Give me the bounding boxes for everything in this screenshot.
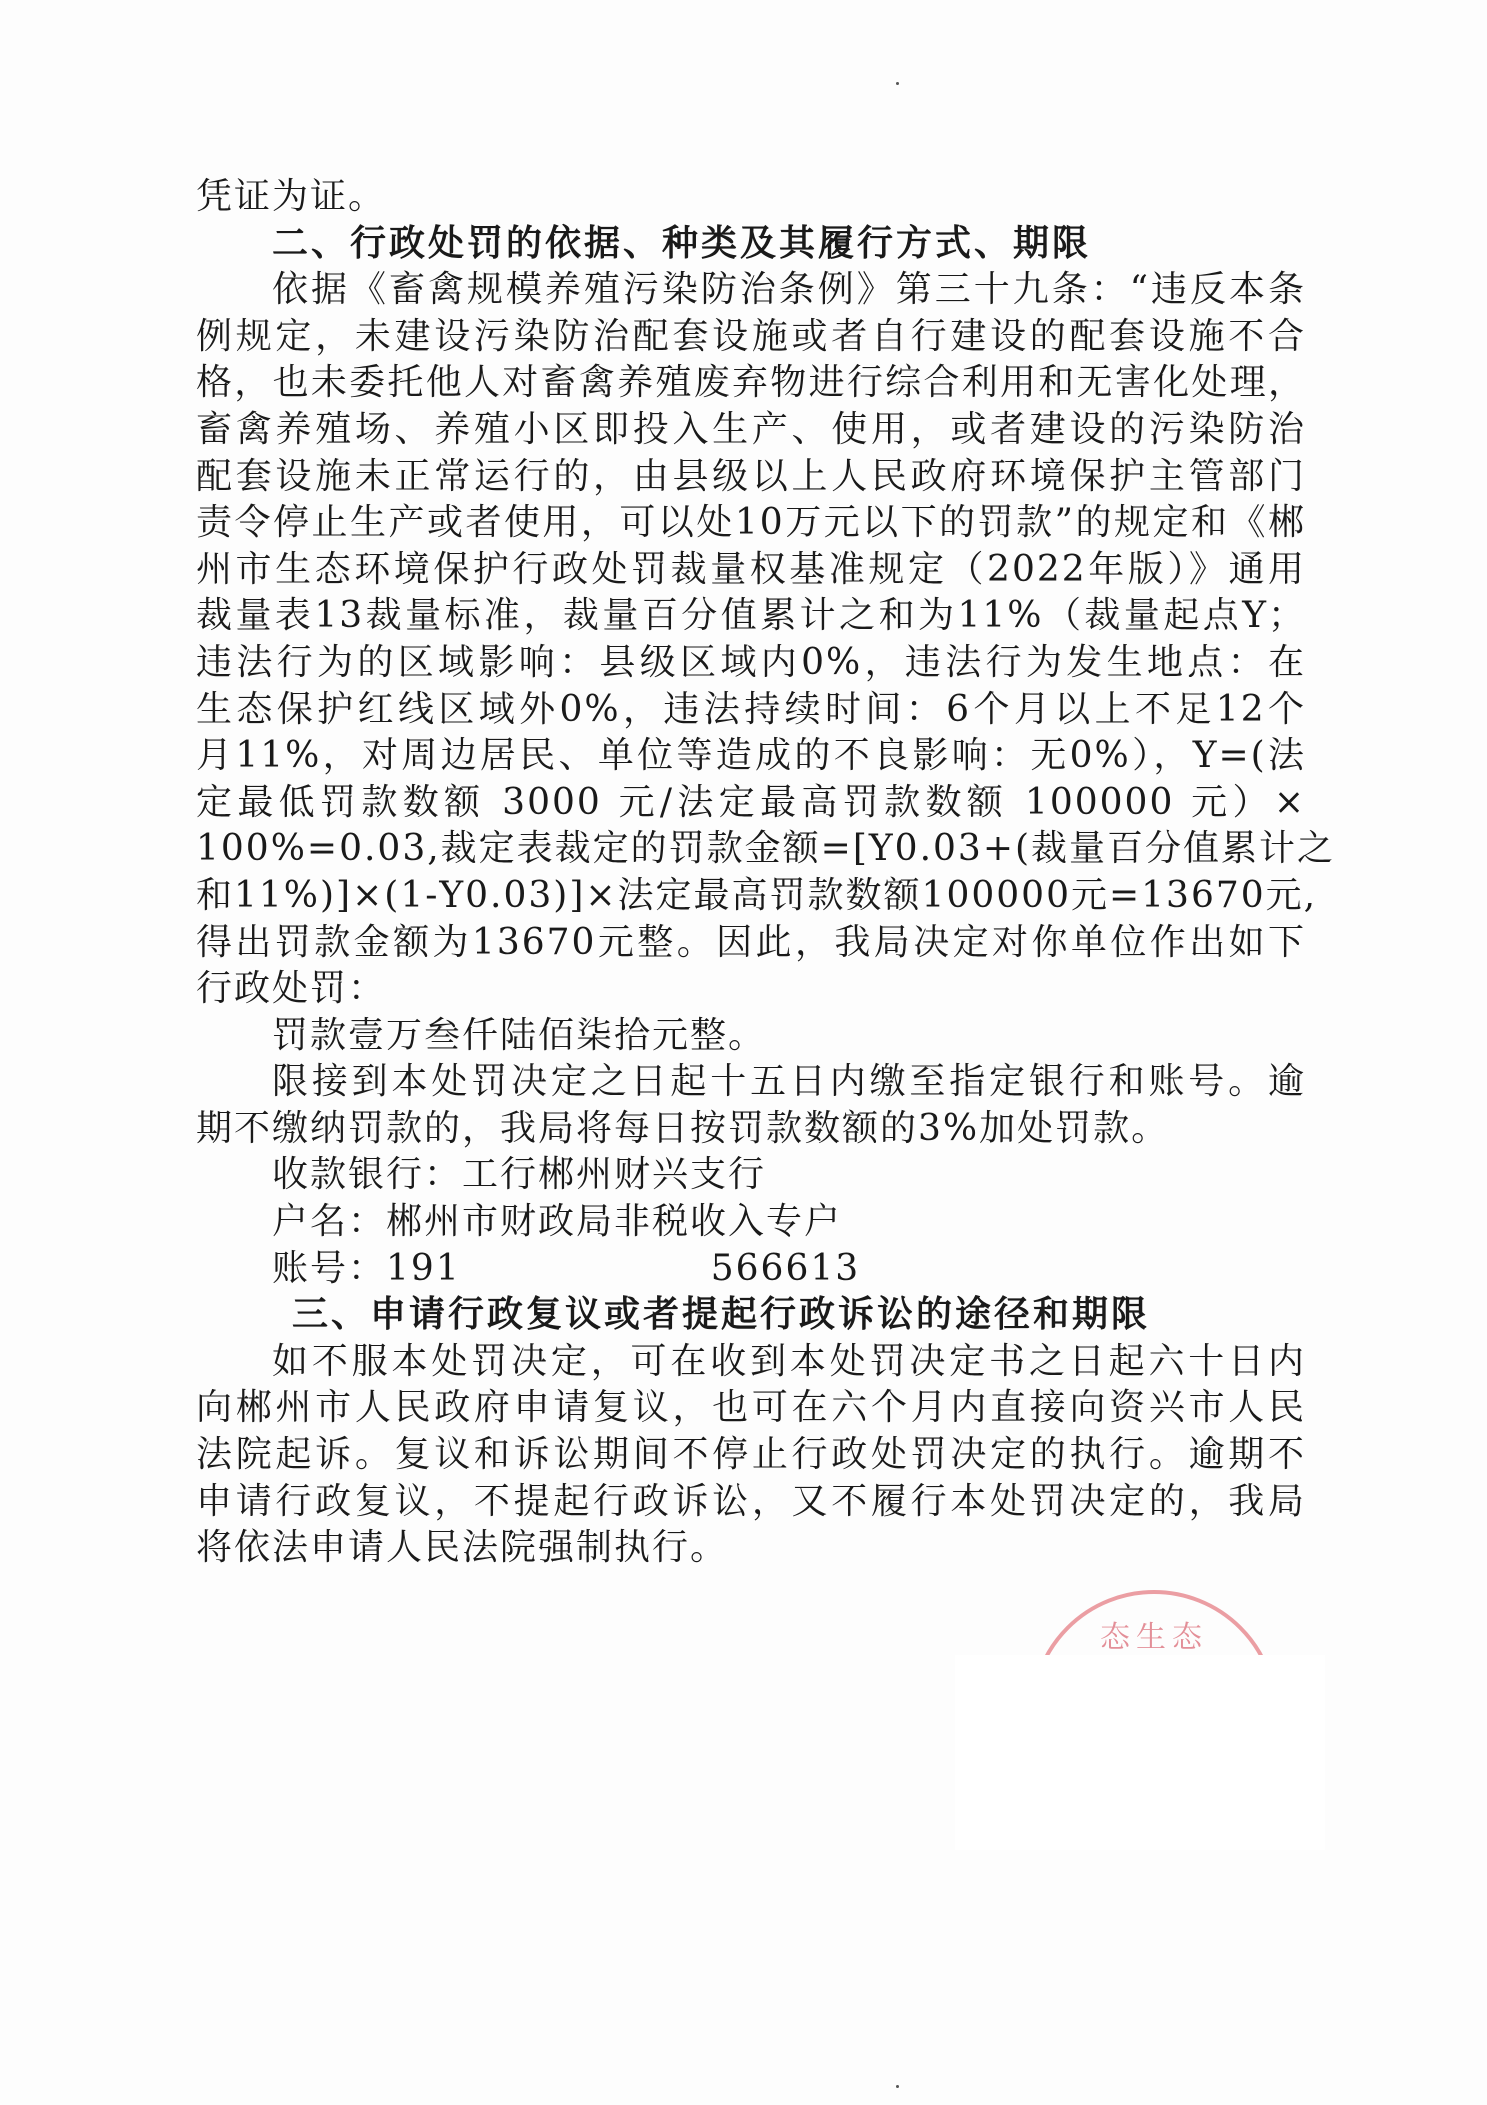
section-heading: 二、行政处罚的依据、种类及其履行方式、期限 (272, 222, 1092, 264)
text-line: 配套设施未正常运行的，由县级以上人民政府环境保护主管部门 (196, 455, 1306, 497)
section-heading: 三、申请行政复议或者提起行政诉讼的途径和期限 (292, 1294, 1151, 1336)
text-line: 格，也未委托他人对畜禽养殖废弃物进行综合利用和无害化处理， (196, 362, 1306, 404)
text-line: 期不缴纳罚款的，我局将每日按罚款数额的3%加处罚款。 (196, 1107, 1170, 1149)
text-line: 违法行为的区域影响：县级区域内0%，违法行为发生地点：在 (196, 641, 1306, 683)
text-line: 州市生态环境保护行政处罚裁量权基准规定（2022年版）》通用 (196, 548, 1306, 590)
text-line: 申请行政复议，不提起行政诉讼，又不履行本处罚决定的，我局 (196, 1480, 1306, 1522)
account-line (196, 1246, 1306, 1293)
text-line: 畜禽养殖场、养殖小区即投入生产、使用，或者建设的污染防治 (196, 408, 1306, 450)
text-line: 凭证为证。 (196, 176, 387, 217)
text-line: 得出罚款金额为13670元整。因此，我局决定对你单位作出如下 (196, 921, 1306, 963)
text-line: 生态保护红线区域外0%，违法持续时间：6个月以上不足12个 (196, 688, 1306, 730)
text-line: 裁量表13裁量标准，裁量百分值累计之和为11%（裁量起点Y； (196, 595, 1306, 637)
text-line: 向郴州市人民政府申请复议，也可在六个月内直接向资兴市人民 (196, 1387, 1306, 1429)
account-number-prefix: 191 (386, 1247, 461, 1289)
document-body (196, 174, 1336, 1572)
scan-dot-bottom (896, 2085, 899, 2088)
text-line: 和11%)]×(1-Y0.03)]×法定最高罚款数额100000元=13670元, (196, 874, 1318, 916)
text-line: 收款银行：工行郴州财兴支行 (272, 1154, 767, 1196)
text-line: 定最低罚款数额 3000 元/法定最高罚款数额 100000 元）× (196, 781, 1306, 823)
account-label: 账号： (272, 1247, 387, 1289)
text-line: 法院起诉。复议和诉讼期间不停止行政处罚决定的执行。逾期不 (196, 1434, 1306, 1476)
text-line: 将依法申请人民法院强制执行。 (196, 1527, 729, 1569)
seal-top-text: 态生态 (1100, 1620, 1208, 1655)
text-line: 如不服本处罚决定，可在收到本处罚决定书之日起六十日内 (272, 1340, 1306, 1382)
text-line: 罚款壹万叁仟陆佰柒拾元整。 (272, 1014, 767, 1056)
text-line: 限接到本处罚决定之日起十五日内缴至指定银行和账号。逾 (272, 1061, 1306, 1103)
text-line: 例规定，未建设污染防治配套设施或者自行建设的配套设施不合 (196, 315, 1306, 357)
scan-dot-top (896, 82, 899, 85)
text-line: 行政处罚： (196, 968, 387, 1010)
account-number-suffix: 566613 (710, 1247, 861, 1289)
text-line: 依据《畜禽规模养殖污染防治条例》第三十九条：“违反本条 (272, 269, 1306, 311)
text-line: 户名：郴州市财政局非税收入专户 (272, 1201, 843, 1243)
redaction-box (955, 1655, 1325, 1850)
text-line: 100%=0.03,裁定表裁定的罚款金额=[Y0.03+(裁量百分值累计之 (196, 828, 1336, 870)
text-line: 月11%，对周边居民、单位等造成的不良影响：无0%），Y=(法 (196, 735, 1306, 777)
text-line: 责令停止生产或者使用，可以处10万元以下的罚款”的规定和《郴 (196, 502, 1306, 544)
